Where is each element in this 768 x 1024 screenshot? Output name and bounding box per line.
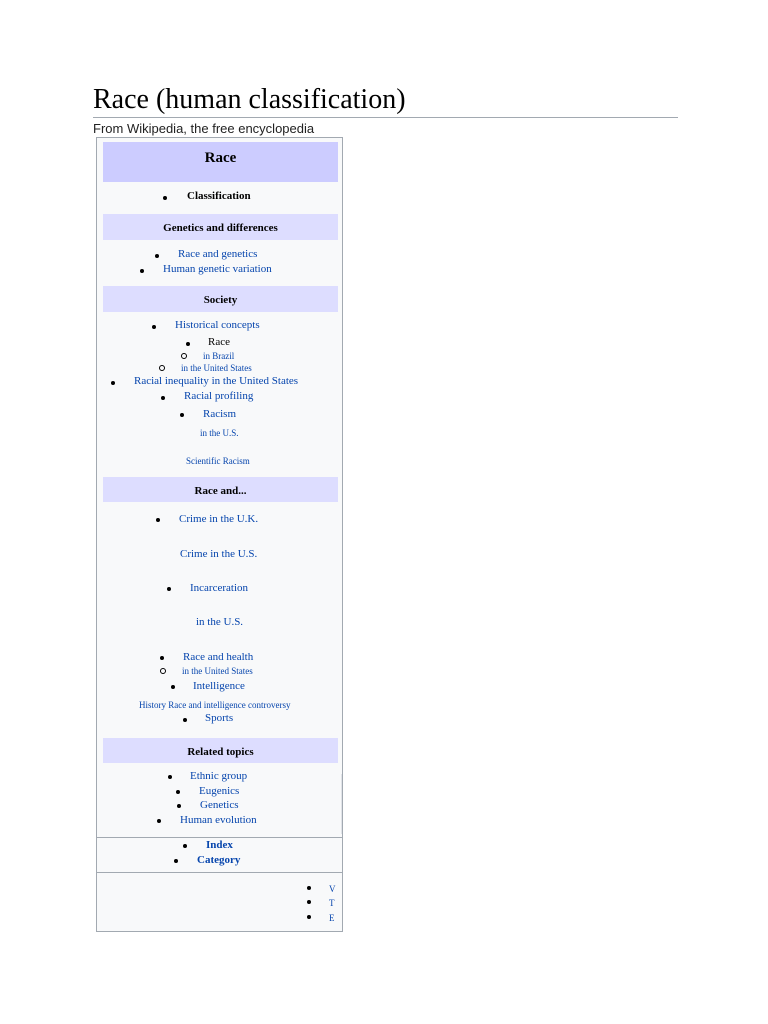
bullet [180, 413, 184, 417]
navbox-title: Race [204, 150, 237, 166]
link-view-template[interactable]: V [329, 884, 336, 894]
link-eugenics[interactable]: Eugenics [199, 785, 240, 797]
vte-divider [97, 872, 342, 873]
race-navbox [96, 137, 343, 932]
link-category[interactable]: Category [197, 854, 241, 866]
link-genetics[interactable]: Genetics [200, 799, 239, 811]
title-divider [93, 117, 678, 118]
bullet [140, 269, 144, 273]
bullet [171, 685, 175, 689]
related-heading: Related topics [187, 746, 254, 758]
link-human-genetic-variation[interactable]: Human genetic variation [163, 263, 272, 275]
bullet [152, 325, 156, 329]
race-label: Race [208, 336, 230, 348]
bullet [157, 819, 161, 823]
link-racial-profiling[interactable]: Racial profiling [184, 390, 254, 402]
sub-bullet [160, 668, 166, 674]
bullet [307, 886, 311, 890]
link-race-and-health[interactable]: Race and health [183, 651, 254, 663]
link-intelligence[interactable]: Intelligence [193, 680, 245, 692]
bullet [161, 396, 165, 400]
bullet [168, 775, 172, 779]
sub-bullet [159, 365, 165, 371]
link-talk-template[interactable]: T [329, 898, 335, 908]
bullet [177, 804, 181, 808]
classification-label: Classification [187, 190, 251, 202]
bullet [155, 254, 159, 258]
page-title: Race (human classification) [93, 84, 406, 115]
bullet [163, 196, 167, 200]
bullet [176, 790, 180, 794]
link-scientific-racism[interactable]: Scientific Racism [186, 456, 250, 466]
genetics-heading: Genetics and differences [163, 222, 278, 234]
link-racism[interactable]: Racism [203, 408, 236, 420]
bullet [160, 656, 164, 660]
genetics-group-header [103, 214, 338, 240]
bullet [111, 381, 115, 385]
footer-divider [97, 837, 342, 838]
link-edit-template[interactable]: E [329, 913, 335, 923]
navbox-title-bar [103, 142, 338, 182]
link-racism-in-us[interactable]: in the U.S. [200, 428, 239, 438]
race-and-group-header [103, 477, 338, 502]
link-crime-us[interactable]: Crime in the U.S. [180, 548, 258, 560]
society-heading: Society [203, 294, 238, 306]
link-racial-inequality-us[interactable]: Racial inequality in the United States [134, 375, 299, 387]
bullet [307, 900, 311, 904]
link-race-and-genetics[interactable]: Race and genetics [178, 248, 258, 260]
bullet [307, 915, 311, 919]
link-incarceration[interactable]: Incarceration [190, 582, 249, 594]
page-subtitle: From Wikipedia, the free encyclopedia [93, 121, 315, 136]
bullet [186, 342, 190, 346]
link-index[interactable]: Index [206, 839, 233, 851]
bullet [156, 518, 160, 522]
link-historical-concepts[interactable]: Historical concepts [175, 319, 260, 331]
column-divider [341, 774, 342, 834]
link-sports[interactable]: Sports [205, 712, 234, 724]
link-incarceration-us[interactable]: in the U.S. [196, 616, 244, 628]
link-race-in-brazil[interactable]: in Brazil [203, 351, 235, 361]
link-race-in-united-states[interactable]: in the United States [181, 363, 252, 373]
related-group-header [103, 738, 338, 763]
sub-bullet [181, 353, 187, 359]
link-crime-uk[interactable]: Crime in the U.K. [179, 513, 259, 525]
bullet [183, 718, 187, 722]
race-and-heading: Race and... [194, 485, 247, 497]
bullet [183, 844, 187, 848]
link-ethnic-group[interactable]: Ethnic group [190, 770, 248, 782]
bullet [174, 859, 178, 863]
bullet [167, 587, 171, 591]
society-group-header [103, 286, 338, 312]
link-health-in-united-states[interactable]: in the United States [182, 666, 253, 676]
link-race-intelligence-controversy[interactable]: History Race and intelligence controversy [139, 700, 291, 710]
link-human-evolution[interactable]: Human evolution [180, 814, 257, 826]
